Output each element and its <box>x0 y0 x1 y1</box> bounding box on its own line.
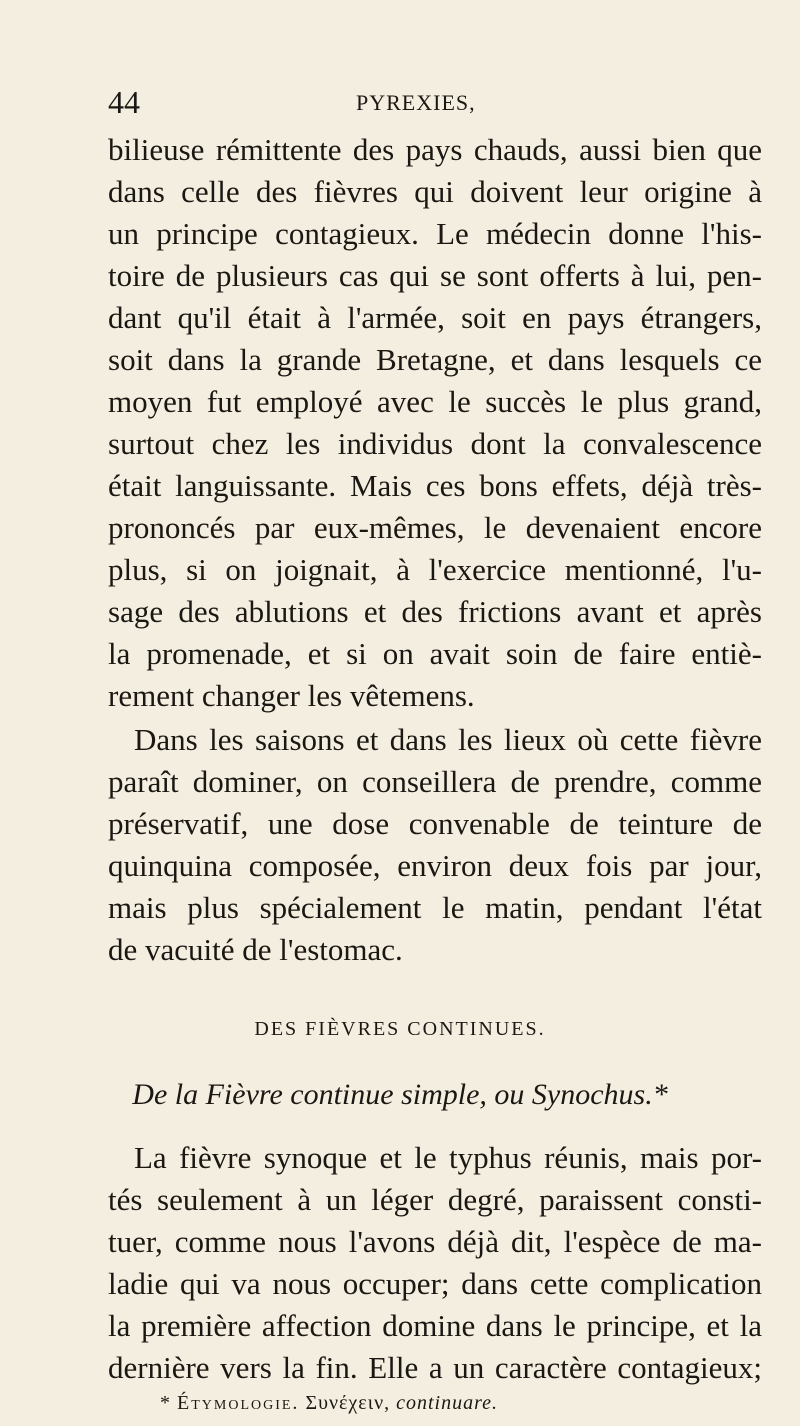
text-line: toire de plusieurs cas qui se sont offerts à lui, pen- <box>108 258 762 293</box>
text-line: la première affection domine dans le principe, et la <box>108 1308 762 1343</box>
footnote-greek: Συνέχειν, <box>305 1392 391 1414</box>
text-line: était languissante. Mais ces bons effets, déjà très- <box>108 468 762 503</box>
page-number: 44 <box>108 84 140 120</box>
footnote <box>160 1392 498 1415</box>
text-line: ladie qui va nous occuper; dans cette complication <box>108 1266 762 1301</box>
footnote-marker: * <box>160 1392 171 1414</box>
text-line: la promenade, et si on avait soin de faire entiè- <box>108 636 762 671</box>
section-title: DES FIÈVRES CONTINUES. <box>254 1018 546 1040</box>
text-line: prononcés par eux-mêmes, le devenaient encore <box>108 510 762 545</box>
text-line: Dans les saisons et dans les lieux où cette fièvre <box>134 722 762 757</box>
text-line: La fièvre synoque et le typhus réunis, mais por- <box>134 1140 762 1175</box>
text-line: rement changer les vêtemens. <box>108 678 475 713</box>
text-line: plus, si on joignait, à l'exercice mentionné, l'u- <box>108 552 762 587</box>
text-line: préservatif, une dose convenable de teinture de <box>108 806 762 841</box>
text-line: de vacuité de l'estomac. <box>108 932 403 967</box>
page-header <box>108 84 748 124</box>
running-head: PYREXIES, <box>356 90 476 115</box>
text-line: moyen fut employé avec le succès le plus grand, <box>108 384 762 419</box>
text-line: tuer, comme nous l'avons déjà dit, l'espèce de ma- <box>108 1224 762 1259</box>
text-line: tés seulement à un léger degré, paraissent consti- <box>108 1182 762 1217</box>
section-subtitle: De la Fièvre continue simple, ou Synochus.* <box>132 1078 668 1111</box>
text-line: quinquina composée, environ deux fois par jour, <box>108 848 762 883</box>
text-line: dernière vers la fin. Elle a un caractère contagieux; <box>108 1350 762 1385</box>
text-line: dans celle des fièvres qui doivent leur origine à <box>108 174 762 209</box>
text-line: soit dans la grande Bretagne, et dans lesquels ce <box>108 342 762 377</box>
text-line: un principe contagieux. Le médecin donne l'his- <box>108 216 762 251</box>
text-line: surtout chez les individus dont la convalescence <box>108 426 762 461</box>
text-line: mais plus spécialement le matin, pendant l'état <box>108 890 762 925</box>
footnote-latin: continuare. <box>396 1392 499 1414</box>
text-line: dant qu'il était à l'armée, soit en pays étrangers, <box>108 300 762 335</box>
text-line: paraît dominer, on conseillera de prendre, comme <box>108 764 762 799</box>
text-line: bilieuse rémittente des pays chauds, aussi bien que <box>108 132 762 167</box>
text-line: sage des ablutions et des frictions avant et après <box>108 594 762 629</box>
footnote-label: Étymologie. <box>177 1392 300 1414</box>
